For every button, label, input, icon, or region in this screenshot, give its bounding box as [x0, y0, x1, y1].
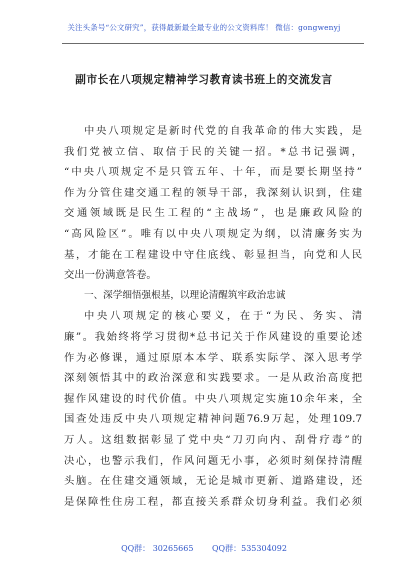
body-line: 深刻领悟其中的政治深意和实践要求。一是从政治高度把: [64, 372, 362, 385]
document-title: 副市长在八项规定精神学习教育读书班上的交流发言: [75, 74, 333, 86]
body-line: 万人。这组数据彰显了党中央“刀刃向内、刮骨疗毒”的: [64, 433, 362, 446]
body-line: 交通领域既是民生工程的“主战场”，也是廉政风险的: [64, 207, 362, 220]
section-heading: 一、深学细悟强根基，以理论清醒筑牢政治忠诚: [84, 289, 286, 301]
footer: [0, 543, 408, 554]
body-line: 决心，也警示我们，作风问题无小事，必须时刻保持清醒: [64, 454, 362, 467]
body-line: 廉”。我始终将学习贯彻*总书记关于作风建设的重要论述: [64, 330, 362, 343]
body-line: 作为必修课，通过原原本本学、联系实际学、深入思考学: [64, 351, 362, 364]
body-line: 国查处违反中央八项规定精神问题76.9万起，处理109.7: [64, 413, 362, 426]
qq-group-1: QQ群： 30265665: [121, 544, 194, 553]
body-line: 交出一份满意答卷。: [64, 269, 157, 282]
body-line: “高风险区”。唯有以中央八项规定为纲，以清廉务实为: [64, 227, 362, 240]
body-line: 中央八项规定是新时代党的自我革命的伟大实践，是: [84, 125, 362, 137]
body-line: “中央八项规定不是只管五年、十年，而是要长期坚持”: [64, 166, 362, 179]
document-body: [64, 121, 362, 512]
body-line: 我们党被立信、取信于民的关键一招。*总书记强调，: [64, 145, 362, 158]
qq-group-2: QQ群：535304092: [212, 544, 287, 553]
body-line: 头脑。在住建交通领域，无论是城市更新、道路建设，还: [64, 475, 362, 488]
body-line: 握作风建设的时代价值。中央八项规定实施10余年来，全: [64, 392, 362, 405]
body-line: 中央八项规定的核心要义，在于“为民、务实、清: [84, 310, 362, 323]
body-line: 作为分管住建交通工程的领导干部，我深刻认识到，住建: [64, 186, 362, 199]
body-line: 基，才能在工程建设中守住底线、彰显担当，向党和人民: [64, 248, 362, 261]
promo-header: 关注头条号“公文研究”，获得最新最全最专业的公文资料库！ 微信：gongwenyj: [67, 23, 341, 32]
header-divider: [62, 43, 364, 44]
body-line: 是保障性住房工程，都直接关系群众切身利益。我们必须: [64, 495, 362, 508]
